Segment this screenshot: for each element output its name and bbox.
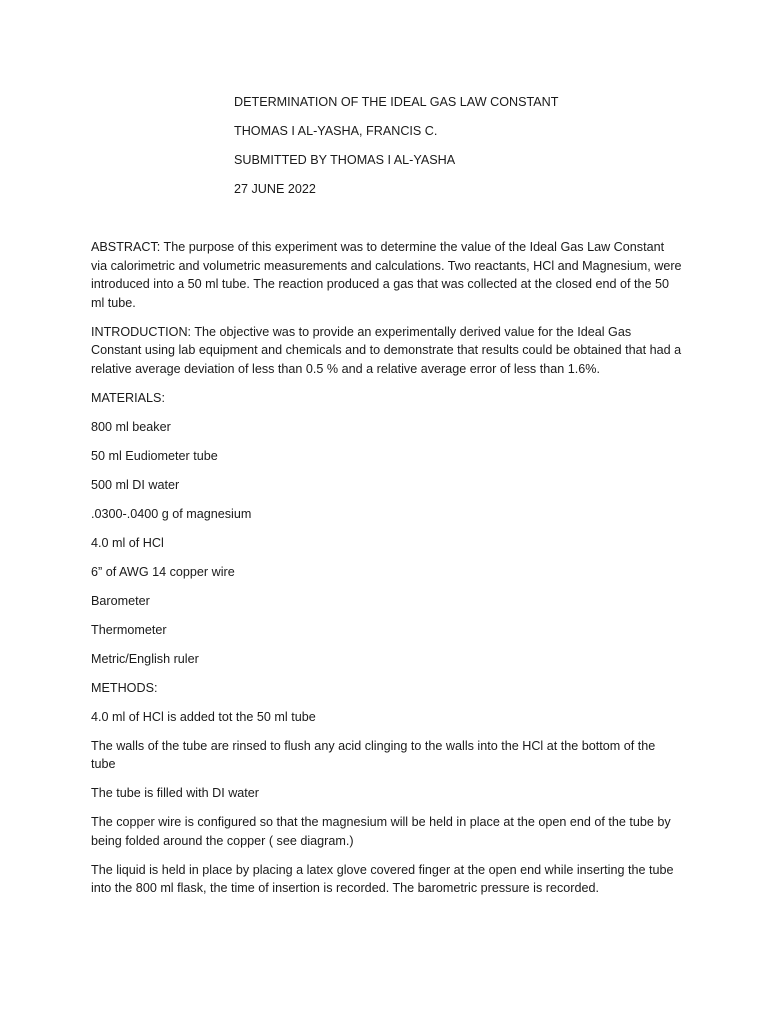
methods-step: The tube is filled with DI water <box>91 786 259 801</box>
date-line: 27 JUNE 2022 <box>234 181 316 196</box>
document-body <box>91 238 683 908</box>
document-title: DETERMINATION OF THE IDEAL GAS LAW CONSTANT <box>234 95 559 109</box>
methods-step: The copper wire is configured so that the magnesium will be held in place at the open end of the tube by being folded around the copper ( see diagram.) <box>91 815 671 848</box>
materials-item: 50 ml Eudiometer tube <box>91 448 218 463</box>
methods-step: 4.0 ml of HCl is added tot the 50 ml tube <box>91 709 316 724</box>
materials-item: Thermometer <box>91 622 167 637</box>
methods-step: The walls of the tube are rinsed to flush any acid clinging to the walls into the HCl at the bottom of the tube <box>91 738 656 772</box>
materials-item: Metric/English ruler <box>91 651 199 666</box>
materials-item: 6” of AWG 14 copper wire <box>91 564 235 579</box>
materials-item: .0300-.0400 g of magnesium <box>91 506 252 521</box>
introduction-paragraph: INTRODUCTION: The objective was to provide an experimentally derived value for the Ideal Gas Constant using lab equipment and chemicals and to demonstrate that results could be obtained that had a relative average deviation of less than 0.5 % and a relative average error of less than 1.6%. <box>91 324 682 376</box>
materials-item: 4.0 ml of HCl <box>91 535 164 550</box>
abstract-paragraph: ABSTRACT: The purpose of this experiment was to determine the value of the Ideal Gas Law Constant via calorimetric and volumetric measurements and calculations. Two reactants, HCl and Magnesium, were introduced into a 50 ml tube. The reaction produced a gas that was collected at the closed end of the 50 ml tube. <box>91 240 682 310</box>
materials-item: 500 ml DI water <box>91 477 180 492</box>
methods-heading: METHODS: <box>91 680 158 695</box>
submitted-by-line: SUBMITTED BY THOMAS I AL-YASHA <box>234 152 456 167</box>
authors-line: THOMAS I AL-YASHA, FRANCIS C. <box>234 123 438 138</box>
materials-item: Barometer <box>91 593 150 608</box>
document-header <box>234 93 674 209</box>
methods-step: The liquid is held in place by placing a latex glove covered finger at the open end while inserting the tube into the 800 ml flask, the time of insertion is recorded. The barometric pressure is recorded. <box>91 862 674 896</box>
materials-item: 800 ml beaker <box>91 419 171 434</box>
materials-heading: MATERIALS: <box>91 390 165 405</box>
